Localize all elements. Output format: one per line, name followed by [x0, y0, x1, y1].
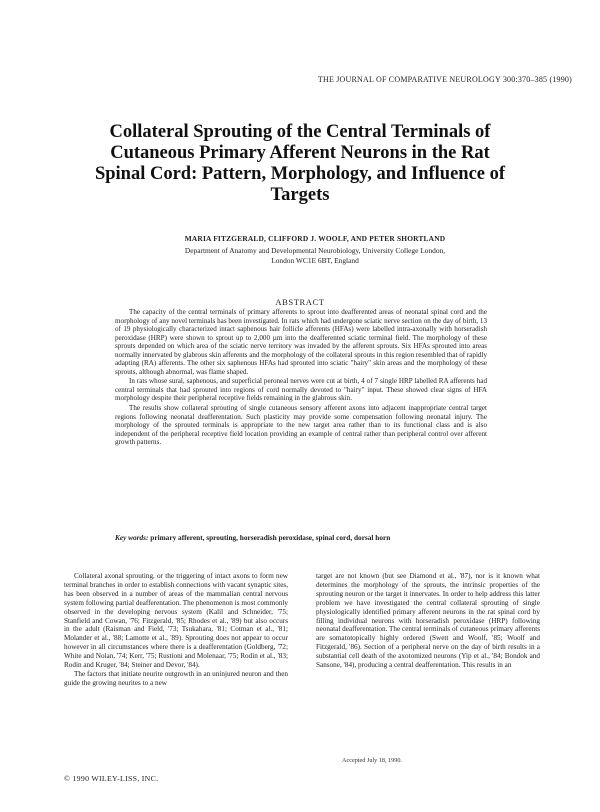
body-column-right [316, 572, 540, 670]
keywords-text: primary afferent, sprouting, horseradish peroxidase, spinal cord, dorsal horn [150, 533, 391, 542]
abstract-paragraph: The capacity of the central terminals of primary afferents to sprout into deafferented areas of neonatal spinal cord and the morphology of any novel terminals has been investigated. In rats which had undergone sciatic nerve section on the day of birth, 13 of 19 physiologically characterized intact saphenous hair follicle afferents (HFAs) were labelled intra-axonally with horseradish peroxidase (HRP) were shown to sprout up to 2,000 µm into the deafferented sciatic terminal field. The morphology of these sprouts depended on which area of the sciatic nerve territory was invaded by the afferent sprouts. Six HFAs sprouted into areas normally innervated by glabrous skin afferents and the morphology of the collateral sprouts in this region resembled that of rapidly adapting (RA) afferents. The other six saphenous HFAs had sprouted into sciatic "hairy" skin areas and the morphology of these sprouts, although abnormal, was flame shaped. [115, 308, 487, 376]
keywords [115, 533, 487, 542]
copyright-notice: © 1990 WILEY-LISS, INC. [64, 774, 159, 783]
article-title: Collateral Sprouting of the Central Terminals of Cutaneous Primary Afferent Neurons in the Rat Spinal Cord: Pattern, Morphology, and Influence of Targets [94, 122, 506, 205]
abstract-paragraph: In rats whose sural, saphenous, and superficial peroneal nerves were cut at birth, 4 of 7 single HRP labelled RA afferents had central terminals that had sprouted into regions of cord normally devoted to "hairy" input. These showed clear signs of HFA morphology despite their peripheral receptive fields remaining in the glabrous skin. [115, 377, 487, 403]
body-column-left [64, 572, 288, 688]
abstract-paragraph: The results show collateral sprouting of single cutaneous sensory afferent axons into adjacent inappropriate central target regions following neonatal deafferentation. Such plasticity may provide some compensation following neonatal injury. The morphology of the sprouted terminals is appropriate to the new target area rather than to its functional class and is also independent of the peripheral receptive field location providing an example of central rather than peripheral control over afferent growth patterns. [115, 404, 487, 447]
accepted-date: Accepted July 18, 1990. [342, 757, 402, 764]
abstract-heading: ABSTRACT [275, 297, 325, 307]
body-paragraph: The factors that initiate neurite outgrowth in an uninjured neuron and then guide the growing neurites to a new [64, 669, 288, 687]
body-paragraph: Collateral axonal sprouting, or the triggering of intact axons to form new terminal branches in order to establish connections with vacant synaptic sites, has been observed in a number of areas of the mammalian central nervous system following partial deafferentation. The phenomenon is most commonly observed in the developing nervous system (Kalil and Schneider, '75; Stanfield and Cowan, '76; Fitzgerald, '85; Rhodes et al., '89) but also occurs in the adult (Raisman and Field, '73; Tsukahara, '81; Cotman et al., '81; Molander et al., '88; Lamotte et al., '89). Sprouting does not appear to occur however in all circumstances where there is a deafferentation (Goldberg, '72; White and Nolan, '74; Kerr, '75; Rustioni and Molenaar, '75; Rodin et al., '83; Rodin and Kruger, '84; Steiner and Devor, '84). [64, 572, 288, 670]
affiliation-line-2: London WC1E 6BT, England [271, 255, 359, 265]
body-paragraph: target are not known (but see Diamond et al., '87), nor is it known what determines the morphology of the sprouts, the intrinsic properties of the sprouting neuron or the target it innervates. In order to help address this latter problem we have investigated the central collateral sprouting of single physiologically identified primary afferent neurons in the rat spinal cord by filling individual neurons with horseradish peroxidase (HRP) following neonatal deafferentation. The central terminals of cutaneous primary afferents are somatotopically highly ordered (Swett and Woolf, '85; Woolf and Fitzgerald, '86). Section of a peripheral nerve on the day of birth results in a substantial cell death of the axotomized neurons (Yip et al., '84; Bondok and Sansone, '84), producing a central deafferentation. This results in an [316, 572, 540, 670]
keywords-label: Key words: [115, 533, 149, 542]
affiliation [100, 246, 530, 265]
author-list: MARIA FITZGERALD, CLIFFORD J. WOOLF, AND PETER SHORTLAND [184, 234, 446, 243]
affiliation-line-1: Department of Anatomy and Developmental Neurobiology, University College London, [184, 246, 446, 255]
running-head: THE JOURNAL OF COMPARATIVE NEUROLOGY 300:370–385 (1990) [317, 75, 572, 84]
abstract-body [115, 308, 487, 447]
